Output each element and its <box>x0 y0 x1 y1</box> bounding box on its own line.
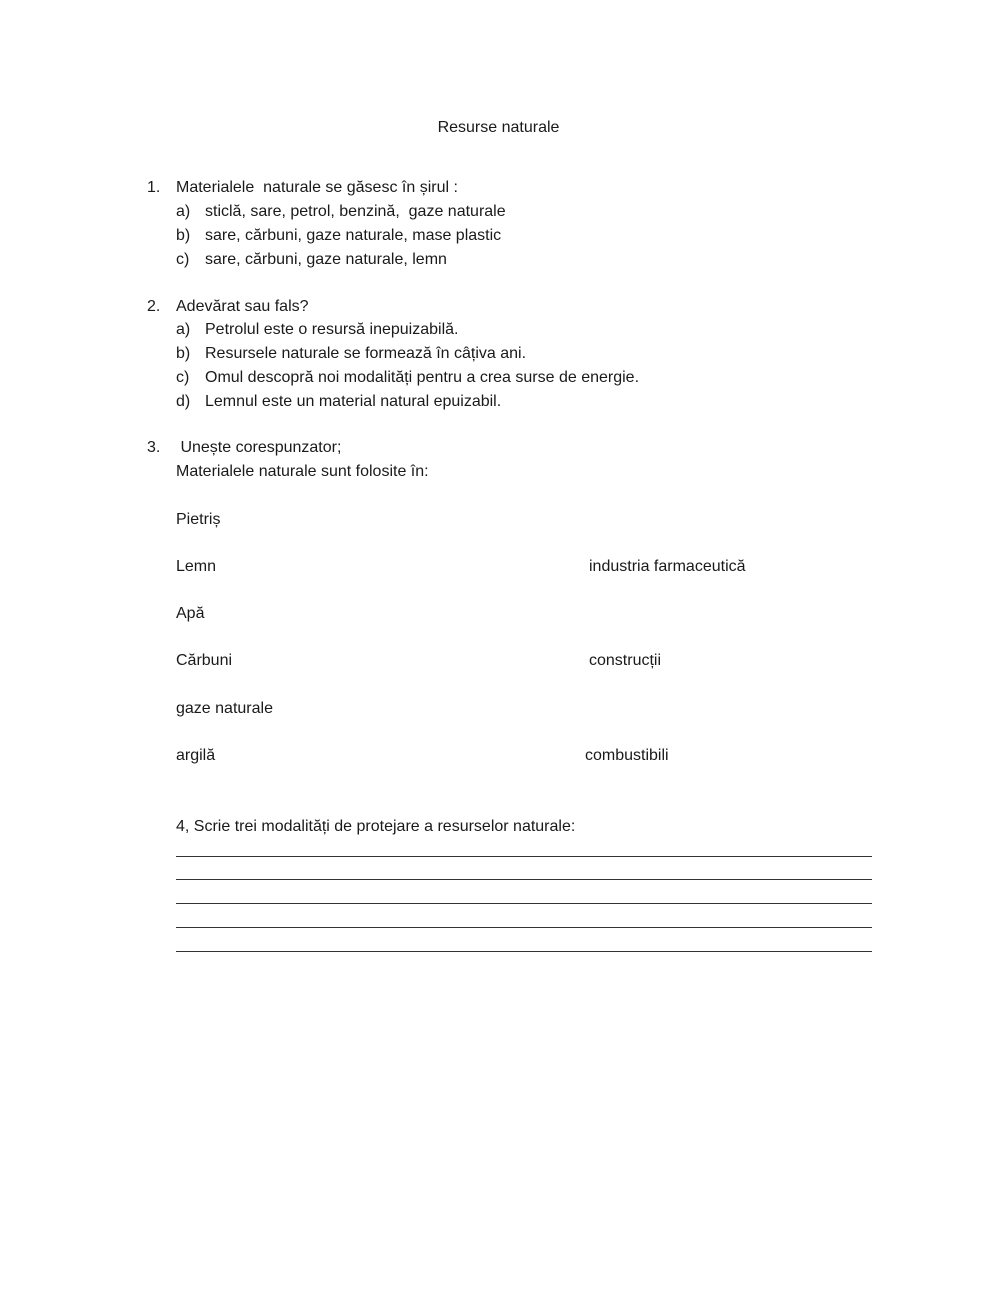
match-right-item: construcții <box>589 652 662 669</box>
question-3-subtitle: Materialele naturale sunt folosite în: <box>176 463 429 480</box>
option-b-letter: b) <box>176 227 191 244</box>
match-left-item: Apă <box>176 605 205 622</box>
statement-b-letter: b) <box>176 345 191 362</box>
match-right-item: combustibili <box>585 747 669 764</box>
statement-b-text: Resursele naturale se formează în câțiva ani. <box>205 345 527 362</box>
answer-line[interactable] <box>176 927 872 928</box>
option-c-text: sare, cărbuni, gaze naturale, lemn <box>205 251 447 268</box>
match-left-item: Cărbuni <box>176 652 233 669</box>
page-title: Resurse naturale <box>437 119 560 136</box>
question-3-number: 3. <box>147 439 161 456</box>
statement-c-text: Omul descopră noi modalități pentru a crea surse de energie. <box>205 369 640 386</box>
statement-a-letter: a) <box>176 321 191 338</box>
statement-a-text: Petrolul este o resursă inepuizabilă. <box>205 321 459 338</box>
match-left-item: gaze naturale <box>176 700 273 717</box>
match-left-item: Lemn <box>176 558 217 575</box>
option-c-letter: c) <box>176 251 190 268</box>
answer-line[interactable] <box>176 903 872 904</box>
statement-d-letter: d) <box>176 393 191 410</box>
match-left-item: argilă <box>176 747 216 764</box>
option-b-text: sare, cărbuni, gaze naturale, mase plastic <box>205 227 502 244</box>
question-3-text: Unește corespunzator; <box>176 439 342 456</box>
question-4-text: 4, Scrie trei modalități de protejare a resurselor naturale: <box>176 818 576 835</box>
option-a-text: sticlă, sare, petrol, benzină, gaze naturale <box>205 203 506 220</box>
question-1-text: Materialele naturale se găsesc în șirul : <box>176 179 458 196</box>
match-left-item: Pietriș <box>176 511 221 528</box>
answer-line[interactable] <box>176 856 872 857</box>
match-right-item: industria farmaceutică <box>589 558 746 575</box>
option-a-letter: a) <box>176 203 191 220</box>
statement-d-text: Lemnul este un material natural epuizabil. <box>205 393 502 410</box>
question-1-number: 1. <box>147 179 161 196</box>
statement-c-letter: c) <box>176 369 190 386</box>
answer-line[interactable] <box>176 879 872 880</box>
question-2-number: 2. <box>147 298 161 315</box>
question-2-text: Adevărat sau fals? <box>176 298 309 315</box>
answer-line[interactable] <box>176 951 872 952</box>
